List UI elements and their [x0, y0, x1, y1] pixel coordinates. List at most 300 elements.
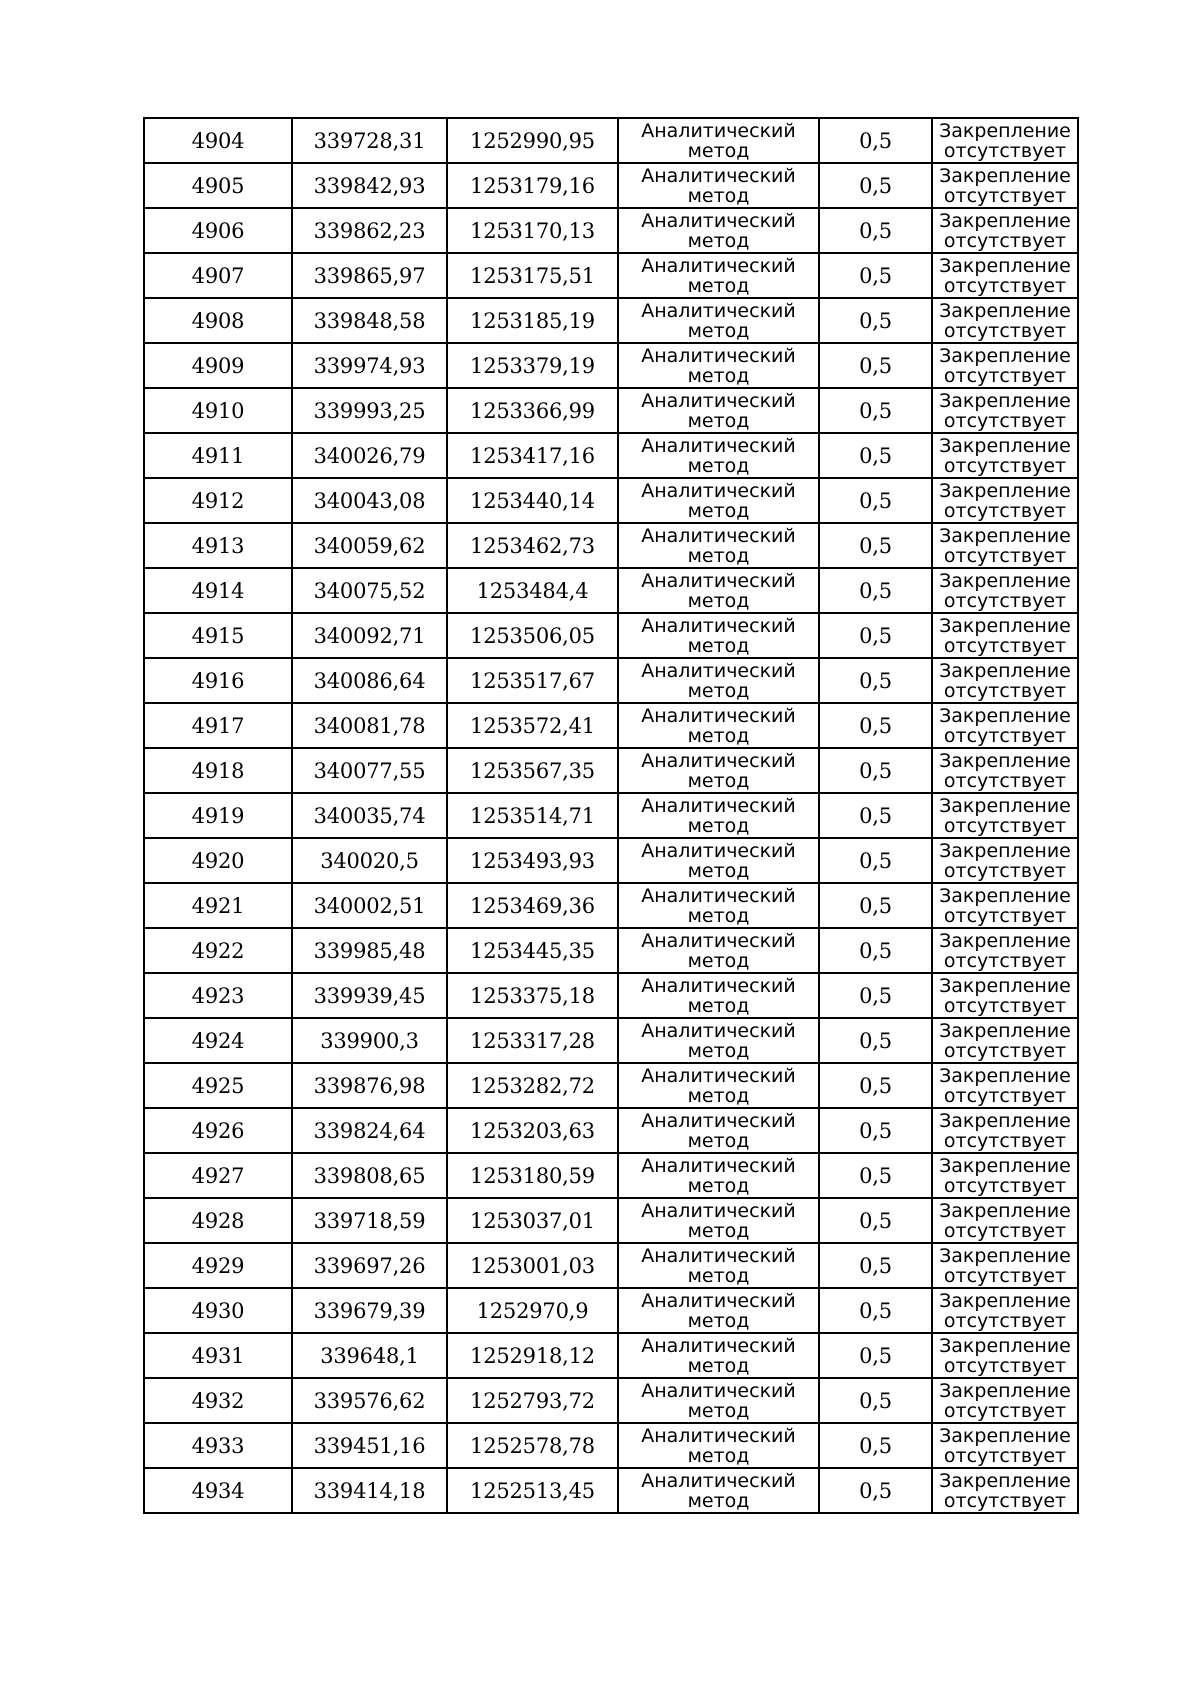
method-line-1: Аналитический	[641, 1064, 796, 1087]
y-coordinate-cell: 1253514,71	[447, 793, 618, 838]
fixation-line-1: Закрепление	[939, 1064, 1071, 1087]
fixation-line-1: Закрепление	[939, 344, 1071, 367]
fixation-line-2: отсутствует	[943, 1039, 1067, 1062]
y-coordinate-cell: 1252970,9	[447, 1288, 618, 1333]
method-line-2: метод	[687, 994, 750, 1017]
x-coordinate-cell: 339648,1	[292, 1333, 447, 1378]
fixation-line-1: Закрепление	[939, 569, 1071, 592]
y-coordinate-cell: 1253417,16	[447, 433, 618, 478]
accuracy-cell: 0,5	[819, 523, 932, 568]
y-coordinate-cell: 1253317,28	[447, 1018, 618, 1063]
accuracy-cell: 0,5	[819, 1018, 932, 1063]
method-line-1: Аналитический	[641, 1379, 796, 1402]
y-coordinate-cell: 1253440,14	[447, 478, 618, 523]
fixation-cell	[932, 928, 1078, 973]
table-row	[144, 883, 1078, 928]
table-row	[144, 703, 1078, 748]
method-cell	[618, 298, 819, 343]
fixation-line-1: Закрепление	[939, 929, 1071, 952]
table-row	[144, 928, 1078, 973]
method-line-2: метод	[687, 1264, 750, 1287]
x-coordinate-cell: 339718,59	[292, 1198, 447, 1243]
y-coordinate-cell: 1253567,35	[447, 748, 618, 793]
accuracy-cell: 0,5	[819, 1153, 932, 1198]
method-line-1: Аналитический	[641, 1154, 796, 1177]
table-row	[144, 568, 1078, 613]
x-coordinate-cell: 339939,45	[292, 973, 447, 1018]
method-cell	[618, 838, 819, 883]
x-coordinate-cell: 339862,23	[292, 208, 447, 253]
method-cell	[618, 478, 819, 523]
method-line-2: метод	[687, 859, 750, 882]
fixation-cell	[932, 298, 1078, 343]
x-coordinate-cell: 340075,52	[292, 568, 447, 613]
table-row	[144, 1063, 1078, 1108]
accuracy-cell: 0,5	[819, 478, 932, 523]
point-id-cell: 4906	[144, 208, 292, 253]
accuracy-cell: 0,5	[819, 1423, 932, 1468]
fixation-line-1: Закрепление	[939, 794, 1071, 817]
fixation-cell	[932, 1108, 1078, 1153]
table-row	[144, 658, 1078, 703]
table-row	[144, 1423, 1078, 1468]
method-line-1: Аналитический	[641, 1424, 796, 1447]
method-line-1: Аналитический	[641, 344, 796, 367]
table-row	[144, 748, 1078, 793]
x-coordinate-cell: 339985,48	[292, 928, 447, 973]
accuracy-cell: 0,5	[819, 793, 932, 838]
x-coordinate-cell: 339848,58	[292, 298, 447, 343]
accuracy-cell: 0,5	[819, 928, 932, 973]
x-coordinate-cell: 339414,18	[292, 1468, 447, 1513]
point-id-cell: 4922	[144, 928, 292, 973]
point-id-cell: 4925	[144, 1063, 292, 1108]
accuracy-cell: 0,5	[819, 1198, 932, 1243]
x-coordinate-cell: 339576,62	[292, 1378, 447, 1423]
fixation-cell	[932, 208, 1078, 253]
point-id-cell: 4924	[144, 1018, 292, 1063]
method-line-2: метод	[687, 1354, 750, 1377]
accuracy-cell: 0,5	[819, 163, 932, 208]
fixation-line-1: Закрепление	[939, 524, 1071, 547]
fixation-line-1: Закрепление	[939, 434, 1071, 457]
fixation-line-1: Закрепление	[939, 254, 1071, 277]
point-id-cell: 4911	[144, 433, 292, 478]
method-line-1: Аналитический	[641, 479, 796, 502]
method-line-2: метод	[687, 274, 750, 297]
accuracy-cell: 0,5	[819, 388, 932, 433]
fixation-line-2: отсутствует	[943, 409, 1067, 432]
table-row	[144, 1243, 1078, 1288]
table-row	[144, 163, 1078, 208]
table-row	[144, 1333, 1078, 1378]
method-cell	[618, 883, 819, 928]
method-line-2: метод	[687, 319, 750, 342]
fixation-line-2: отсутствует	[943, 139, 1067, 162]
fixation-cell	[932, 568, 1078, 613]
method-line-2: метод	[687, 1174, 750, 1197]
method-line-2: метод	[687, 1489, 750, 1512]
method-line-2: метод	[687, 229, 750, 252]
x-coordinate-cell: 340086,64	[292, 658, 447, 703]
method-cell	[618, 1153, 819, 1198]
point-id-cell: 4910	[144, 388, 292, 433]
method-cell	[618, 118, 819, 163]
accuracy-cell: 0,5	[819, 658, 932, 703]
point-id-cell: 4918	[144, 748, 292, 793]
method-line-1: Аналитический	[641, 1469, 796, 1492]
method-cell	[618, 163, 819, 208]
method-line-2: метод	[687, 499, 750, 522]
method-line-2: метод	[687, 904, 750, 927]
table-row	[144, 433, 1078, 478]
method-line-2: метод	[687, 1039, 750, 1062]
table-row	[144, 1468, 1078, 1513]
point-id-cell: 4933	[144, 1423, 292, 1468]
table-row	[144, 208, 1078, 253]
y-coordinate-cell: 1253175,51	[447, 253, 618, 298]
fixation-line-1: Закрепление	[939, 209, 1071, 232]
accuracy-cell: 0,5	[819, 433, 932, 478]
x-coordinate-cell: 340043,08	[292, 478, 447, 523]
fixation-cell	[932, 703, 1078, 748]
y-coordinate-cell: 1253379,19	[447, 343, 618, 388]
accuracy-cell: 0,5	[819, 118, 932, 163]
fixation-line-2: отсутствует	[943, 319, 1067, 342]
method-line-1: Аналитический	[641, 749, 796, 772]
method-line-2: метод	[687, 679, 750, 702]
y-coordinate-cell: 1253366,99	[447, 388, 618, 433]
method-cell	[618, 1018, 819, 1063]
table-row	[144, 478, 1078, 523]
fixation-line-2: отсутствует	[943, 1219, 1067, 1242]
fixation-cell	[932, 838, 1078, 883]
x-coordinate-cell: 339993,25	[292, 388, 447, 433]
table-row	[144, 1108, 1078, 1153]
fixation-line-1: Закрепление	[939, 1424, 1071, 1447]
fixation-line-1: Закрепление	[939, 1469, 1071, 1492]
table-row	[144, 793, 1078, 838]
point-id-cell: 4930	[144, 1288, 292, 1333]
method-line-1: Аналитический	[641, 254, 796, 277]
fixation-line-2: отсутствует	[943, 1264, 1067, 1287]
fixation-line-2: отсутствует	[943, 454, 1067, 477]
method-line-1: Аналитический	[641, 794, 796, 817]
fixation-line-1: Закрепление	[939, 839, 1071, 862]
x-coordinate-cell: 339842,93	[292, 163, 447, 208]
point-id-cell: 4919	[144, 793, 292, 838]
fixation-line-1: Закрепление	[939, 704, 1071, 727]
fixation-cell	[932, 433, 1078, 478]
x-coordinate-cell: 339824,64	[292, 1108, 447, 1153]
method-cell	[618, 793, 819, 838]
fixation-cell	[932, 973, 1078, 1018]
method-cell	[618, 343, 819, 388]
x-coordinate-cell: 340026,79	[292, 433, 447, 478]
point-id-cell: 4915	[144, 613, 292, 658]
fixation-cell	[932, 388, 1078, 433]
fixation-line-2: отсутствует	[943, 1309, 1067, 1332]
method-cell	[618, 1243, 819, 1288]
fixation-line-2: отсутствует	[943, 1444, 1067, 1467]
x-coordinate-cell: 339697,26	[292, 1243, 447, 1288]
fixation-cell	[932, 1243, 1078, 1288]
table-row	[144, 1018, 1078, 1063]
method-line-2: метод	[687, 724, 750, 747]
fixation-line-1: Закрепление	[939, 299, 1071, 322]
fixation-cell	[932, 1288, 1078, 1333]
method-cell	[618, 1198, 819, 1243]
accuracy-cell: 0,5	[819, 1378, 932, 1423]
y-coordinate-cell: 1253179,16	[447, 163, 618, 208]
method-line-1: Аналитический	[641, 389, 796, 412]
fixation-cell	[932, 343, 1078, 388]
method-line-1: Аналитический	[641, 1019, 796, 1042]
fixation-line-1: Закрепление	[939, 1154, 1071, 1177]
x-coordinate-cell: 340035,74	[292, 793, 447, 838]
method-line-1: Аналитический	[641, 1199, 796, 1222]
fixation-line-1: Закрепление	[939, 164, 1071, 187]
x-coordinate-cell: 339808,65	[292, 1153, 447, 1198]
fixation-line-1: Закрепление	[939, 749, 1071, 772]
point-id-cell: 4926	[144, 1108, 292, 1153]
fixation-cell	[932, 883, 1078, 928]
method-line-1: Аналитический	[641, 1244, 796, 1267]
method-cell	[618, 703, 819, 748]
fixation-line-1: Закрепление	[939, 1244, 1071, 1267]
y-coordinate-cell: 1253445,35	[447, 928, 618, 973]
fixation-line-2: отсутствует	[943, 1489, 1067, 1512]
method-line-1: Аналитический	[641, 704, 796, 727]
fixation-cell	[932, 1153, 1078, 1198]
table-row	[144, 118, 1078, 163]
y-coordinate-cell: 1252918,12	[447, 1333, 618, 1378]
fixation-line-2: отсутствует	[943, 229, 1067, 252]
fixation-line-1: Закрепление	[939, 1019, 1071, 1042]
method-line-2: метод	[687, 139, 750, 162]
point-id-cell: 4905	[144, 163, 292, 208]
method-line-2: метод	[687, 454, 750, 477]
y-coordinate-cell: 1253203,63	[447, 1108, 618, 1153]
table-row	[144, 253, 1078, 298]
method-line-2: метод	[687, 364, 750, 387]
method-line-2: метод	[687, 1129, 750, 1152]
fixation-line-1: Закрепление	[939, 884, 1071, 907]
method-line-1: Аналитический	[641, 119, 796, 142]
fixation-cell	[932, 478, 1078, 523]
accuracy-cell: 0,5	[819, 838, 932, 883]
method-line-1: Аналитический	[641, 524, 796, 547]
point-id-cell: 4920	[144, 838, 292, 883]
fixation-cell	[932, 1423, 1078, 1468]
fixation-line-2: отсутствует	[943, 1174, 1067, 1197]
method-line-1: Аналитический	[641, 1289, 796, 1312]
method-cell	[618, 1378, 819, 1423]
fixation-cell	[932, 748, 1078, 793]
y-coordinate-cell: 1252793,72	[447, 1378, 618, 1423]
method-line-1: Аналитический	[641, 1334, 796, 1357]
fixation-line-1: Закрепление	[939, 119, 1071, 142]
accuracy-cell: 0,5	[819, 253, 932, 298]
accuracy-cell: 0,5	[819, 1243, 932, 1288]
accuracy-cell: 0,5	[819, 1063, 932, 1108]
table-row	[144, 1198, 1078, 1243]
fixation-line-2: отсутствует	[943, 589, 1067, 612]
y-coordinate-cell: 1252578,78	[447, 1423, 618, 1468]
method-cell	[618, 1063, 819, 1108]
point-id-cell: 4929	[144, 1243, 292, 1288]
point-id-cell: 4912	[144, 478, 292, 523]
method-line-1: Аналитический	[641, 164, 796, 187]
y-coordinate-cell: 1253185,19	[447, 298, 618, 343]
method-line-2: метод	[687, 1444, 750, 1467]
coordinates-table	[143, 117, 1079, 1514]
accuracy-cell: 0,5	[819, 1333, 932, 1378]
method-cell	[618, 613, 819, 658]
fixation-line-2: отсутствует	[943, 274, 1067, 297]
method-line-2: метод	[687, 1309, 750, 1332]
fixation-cell	[932, 1018, 1078, 1063]
y-coordinate-cell: 1253462,73	[447, 523, 618, 568]
x-coordinate-cell: 339974,93	[292, 343, 447, 388]
point-id-cell: 4921	[144, 883, 292, 928]
fixation-cell	[932, 523, 1078, 568]
fixation-cell	[932, 613, 1078, 658]
method-cell	[618, 658, 819, 703]
fixation-line-2: отсутствует	[943, 1084, 1067, 1107]
y-coordinate-cell: 1253469,36	[447, 883, 618, 928]
accuracy-cell: 0,5	[819, 343, 932, 388]
fixation-line-2: отсутствует	[943, 364, 1067, 387]
point-id-cell: 4923	[144, 973, 292, 1018]
y-coordinate-cell: 1253517,67	[447, 658, 618, 703]
fixation-cell	[932, 1378, 1078, 1423]
point-id-cell: 4904	[144, 118, 292, 163]
method-cell	[618, 1288, 819, 1333]
fixation-line-2: отсутствует	[943, 904, 1067, 927]
method-line-2: метод	[687, 769, 750, 792]
method-line-1: Аналитический	[641, 299, 796, 322]
accuracy-cell: 0,5	[819, 568, 932, 613]
table-row	[144, 388, 1078, 433]
table-row	[144, 523, 1078, 568]
fixation-line-1: Закрепление	[939, 1199, 1071, 1222]
method-line-1: Аналитический	[641, 569, 796, 592]
y-coordinate-cell: 1253282,72	[447, 1063, 618, 1108]
fixation-line-1: Закрепление	[939, 974, 1071, 997]
table-row	[144, 973, 1078, 1018]
x-coordinate-cell: 339876,98	[292, 1063, 447, 1108]
table-row	[144, 343, 1078, 388]
method-line-1: Аналитический	[641, 974, 796, 997]
fixation-cell	[932, 118, 1078, 163]
fixation-line-1: Закрепление	[939, 659, 1071, 682]
table-row	[144, 1378, 1078, 1423]
y-coordinate-cell: 1253037,01	[447, 1198, 618, 1243]
fixation-line-2: отсутствует	[943, 544, 1067, 567]
point-id-cell: 4934	[144, 1468, 292, 1513]
x-coordinate-cell: 340020,5	[292, 838, 447, 883]
fixation-line-2: отсутствует	[943, 499, 1067, 522]
method-cell	[618, 1468, 819, 1513]
method-cell	[618, 433, 819, 478]
fixation-cell	[932, 793, 1078, 838]
accuracy-cell: 0,5	[819, 883, 932, 928]
table-body	[144, 118, 1078, 1513]
method-line-1: Аналитический	[641, 839, 796, 862]
fixation-line-2: отсутствует	[943, 949, 1067, 972]
method-cell	[618, 523, 819, 568]
accuracy-cell: 0,5	[819, 1468, 932, 1513]
x-coordinate-cell: 339451,16	[292, 1423, 447, 1468]
x-coordinate-cell: 340081,78	[292, 703, 447, 748]
x-coordinate-cell: 339865,97	[292, 253, 447, 298]
fixation-line-1: Закрепление	[939, 1289, 1071, 1312]
fixation-cell	[932, 253, 1078, 298]
fixation-cell	[932, 658, 1078, 703]
fixation-line-1: Закрепление	[939, 1109, 1071, 1132]
point-id-cell: 4928	[144, 1198, 292, 1243]
fixation-line-2: отсутствует	[943, 1399, 1067, 1422]
fixation-line-2: отсутствует	[943, 1129, 1067, 1152]
y-coordinate-cell: 1253180,59	[447, 1153, 618, 1198]
table-row	[144, 298, 1078, 343]
point-id-cell: 4909	[144, 343, 292, 388]
x-coordinate-cell: 339900,3	[292, 1018, 447, 1063]
accuracy-cell: 0,5	[819, 298, 932, 343]
accuracy-cell: 0,5	[819, 973, 932, 1018]
accuracy-cell: 0,5	[819, 1108, 932, 1153]
x-coordinate-cell: 340077,55	[292, 748, 447, 793]
fixation-line-1: Закрепление	[939, 1334, 1071, 1357]
accuracy-cell: 0,5	[819, 748, 932, 793]
table-row	[144, 1288, 1078, 1333]
point-id-cell: 4908	[144, 298, 292, 343]
y-coordinate-cell: 1253493,93	[447, 838, 618, 883]
fixation-line-1: Закрепление	[939, 389, 1071, 412]
table-row	[144, 1153, 1078, 1198]
method-line-2: метод	[687, 1219, 750, 1242]
fixation-cell	[932, 1333, 1078, 1378]
table-row	[144, 838, 1078, 883]
x-coordinate-cell: 339728,31	[292, 118, 447, 163]
fixation-line-1: Закрепление	[939, 614, 1071, 637]
y-coordinate-cell: 1252990,95	[447, 118, 618, 163]
point-id-cell: 4917	[144, 703, 292, 748]
method-cell	[618, 1423, 819, 1468]
method-line-2: метод	[687, 544, 750, 567]
method-cell	[618, 928, 819, 973]
method-line-2: метод	[687, 184, 750, 207]
accuracy-cell: 0,5	[819, 703, 932, 748]
fixation-cell	[932, 1468, 1078, 1513]
y-coordinate-cell: 1253572,41	[447, 703, 618, 748]
method-line-1: Аналитический	[641, 209, 796, 232]
point-id-cell: 4931	[144, 1333, 292, 1378]
fixation-line-2: отсутствует	[943, 634, 1067, 657]
method-line-2: метод	[687, 1084, 750, 1107]
fixation-line-2: отсутствует	[943, 859, 1067, 882]
method-cell	[618, 253, 819, 298]
method-cell	[618, 1108, 819, 1153]
method-line-1: Аналитический	[641, 1109, 796, 1132]
x-coordinate-cell: 340059,62	[292, 523, 447, 568]
fixation-line-2: отсутствует	[943, 769, 1067, 792]
method-line-1: Аналитический	[641, 929, 796, 952]
fixation-line-2: отсутствует	[943, 184, 1067, 207]
accuracy-cell: 0,5	[819, 1288, 932, 1333]
point-id-cell: 4914	[144, 568, 292, 613]
